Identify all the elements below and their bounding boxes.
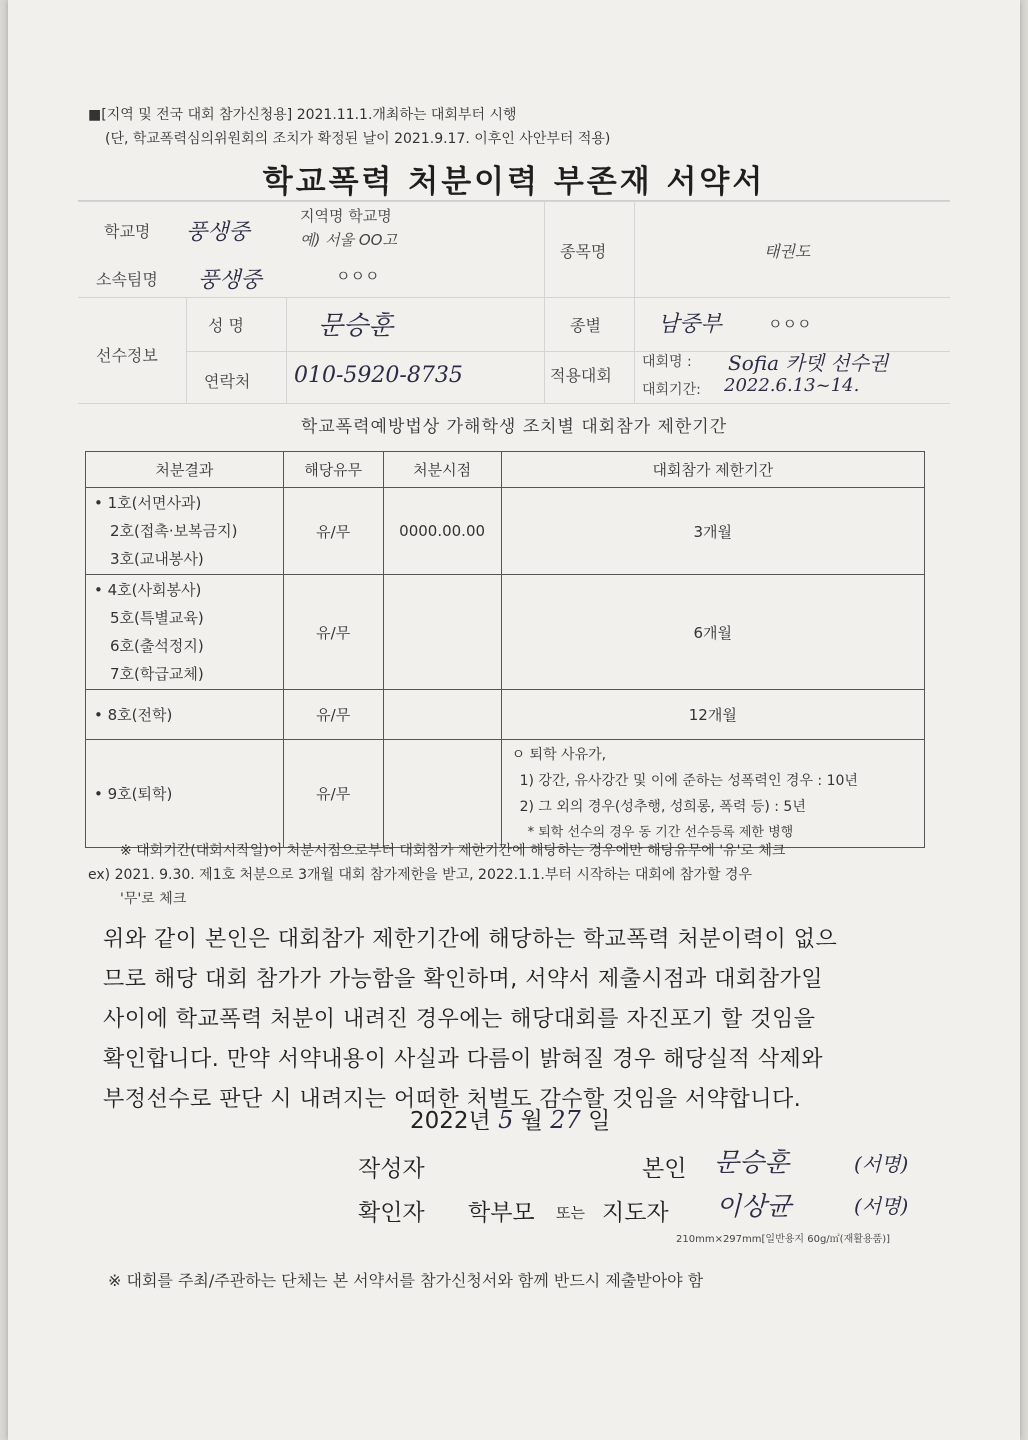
player-info-label: 선수정보 <box>96 346 158 365</box>
school-hint-1: 지역명 학교명 <box>300 207 392 225</box>
school-hint-2: 예) 서울 OO고 <box>300 231 397 249</box>
pledge-line: 확인합니다. 만약 서약내용이 사실과 다름이 밝혀질 경우 해당실적 삭제와 <box>103 1047 824 1072</box>
date-month-handwritten: 5 <box>498 1106 514 1134</box>
column-header: 처분시점 <box>383 452 501 488</box>
confirmer-label: 확인자 <box>358 1200 425 1226</box>
event-label: 종목명 <box>560 242 607 261</box>
school-label: 학교명 <box>104 222 151 241</box>
coach-label: 지도자 <box>602 1200 669 1226</box>
measure-item: • 1호(서면사과) <box>94 494 202 512</box>
measure-item: 7호(학급교체) <box>110 665 204 683</box>
pledge-line: 위와 같이 본인은 대회참가 제한기간에 해당하는 학교폭력 처분이력이 없으 <box>103 927 838 952</box>
disposition-date <box>383 575 501 690</box>
measure-item: 5호(특별교육) <box>110 609 204 627</box>
division-label: 종별 <box>570 316 601 335</box>
disposition-date: 0000.00.00 <box>383 488 501 575</box>
footnote-2: ex) 2021. 9.30. 제1호 처분으로 3개월 대회 참가제한을 받고, 2022.1.1.부터 시작하는 대회에 참가할 경우 <box>88 867 752 883</box>
restriction-subtitle: 학교폭력예방법상 가해학생 조치별 대회참가 제한기간 <box>300 417 728 437</box>
contact-handwritten: 010-5920-8735 <box>294 363 463 388</box>
expulsion-note: 1) 강간, 유사강간 및 이에 준하는 성폭력인 경우 : 10년 <box>519 772 858 789</box>
expulsion-note: ㅇ 퇴학 사유가, <box>511 746 607 763</box>
applicable-mark: 유/무 <box>283 575 383 690</box>
table-row <box>86 575 925 690</box>
self-label: 본인 <box>642 1156 687 1182</box>
pledge-line: 사이에 학교폭력 처분이 내려진 경우에는 해당대회를 자진포기 할 것임을 <box>103 1007 816 1032</box>
measure-item: 2호(접촉·보복금지) <box>110 522 238 540</box>
applicable-mark: 유/무 <box>283 488 383 575</box>
self-seal: (서명) <box>854 1152 909 1176</box>
restriction-period: 12개월 <box>501 690 924 740</box>
competition-name-label: 대회명 : <box>642 354 692 370</box>
expulsion-note: * 퇴학 선수의 경우 동 기간 선수등록 제한 병행 <box>527 824 794 840</box>
pledge-text <box>103 920 943 1120</box>
measure-item: • 8호(전학) <box>94 705 173 724</box>
measure-item: 3호(교내봉사) <box>110 550 204 568</box>
name-handwritten: 문승훈 <box>318 311 394 341</box>
document-page <box>8 0 1020 1440</box>
restriction-table <box>85 451 925 848</box>
self-signature: 문승훈 <box>714 1148 790 1178</box>
measure-item: • 9호(퇴학) <box>94 784 173 803</box>
table-row <box>86 690 925 740</box>
team-handwritten: 풍생중 <box>198 268 262 293</box>
measure-item: 6호(출석정지) <box>110 637 204 655</box>
event-value: 태권도 <box>764 242 811 261</box>
team-label: 소속팀명 <box>96 270 158 289</box>
table-row <box>86 488 925 575</box>
table-row <box>86 740 925 848</box>
column-header: 처분결과 <box>86 452 284 488</box>
disposition-date <box>383 690 501 740</box>
school-handwritten: 풍생중 <box>186 220 250 245</box>
column-header: 대회참가 제한기간 <box>501 452 924 488</box>
restriction-period: 3개월 <box>501 488 924 575</box>
footnote-1: ※ 대회기간(대회시작일)이 처분시점으로부터 대회참가 제한기간에 해당하는 경우에만 해당유무에 '유'로 체크 <box>120 843 786 859</box>
date-month-label: 월 <box>520 1108 543 1134</box>
or-label: 또는 <box>556 1204 585 1222</box>
writer-label: 작성자 <box>358 1156 425 1182</box>
column-header: 해당유무 <box>283 452 383 488</box>
header-note-2: (단, 학교폭력심의위원회의 조치가 확정된 날이 2021.9.17. 이후인 사안부터 적용) <box>105 131 611 147</box>
measure-item: • 4호(사회봉사) <box>94 581 202 599</box>
coach-seal: (서명) <box>854 1194 909 1218</box>
header-note-1: ■[지역 및 전국 대회 참가신청용] 2021.11.1.개최하는 대회부터 시행 <box>88 107 517 123</box>
expulsion-note: 2) 그 외의 경우(성추행, 성희롱, 폭력 등) : 5년 <box>519 798 806 815</box>
competition-label: 적용대회 <box>550 366 612 385</box>
competition-period-label: 대회기간: <box>642 382 701 398</box>
footnote-3: '무'로 체크 <box>120 891 187 907</box>
applicable-mark: 유/무 <box>283 740 383 848</box>
restriction-period: 6개월 <box>501 575 924 690</box>
table-header-row <box>86 452 925 488</box>
pledge-date <box>410 1102 610 1135</box>
competition-name-handwritten: Sofia 카뎃 선수권 <box>728 351 889 375</box>
name-label: 성 명 <box>208 316 244 335</box>
date-day-handwritten: 27 <box>550 1106 581 1134</box>
competition-period-handwritten: 2022.6.13~14. <box>724 375 860 396</box>
pledge-line: 므로 해당 대회 참가가 가능함을 확인하며, 서약서 제출시점과 대회참가일 <box>103 967 824 992</box>
paper-spec: 210mm×297mm[일반용지 60g/㎡(재활용품)] <box>676 1234 891 1245</box>
document-title: 학교폭력 처분이력 부존재 서약서 <box>262 164 766 200</box>
applicable-mark: 유/무 <box>283 690 383 740</box>
pledge-line: 부정선수로 판단 시 내려지는 어떠한 처벌도 감수할 것임을 서약합니다. <box>103 1087 802 1112</box>
contact-label: 연락처 <box>204 372 251 391</box>
team-hint: ㅇㅇㅇ <box>336 267 380 285</box>
bottom-note: ※ 대회를 주최/주관하는 단체는 본 서약서를 참가신청서와 함께 반드시 제출받아야 함 <box>108 1271 704 1290</box>
disposition-date <box>383 740 501 848</box>
date-year: 2022년 <box>410 1108 491 1134</box>
coach-signature: 이상균 <box>716 1192 792 1222</box>
player-info-table <box>78 200 950 405</box>
parent-label: 학부모 <box>468 1200 535 1226</box>
date-day-label: 일 <box>588 1108 611 1134</box>
division-hint: ㅇㅇㅇ <box>768 315 812 333</box>
division-handwritten: 남중부 <box>658 312 722 337</box>
